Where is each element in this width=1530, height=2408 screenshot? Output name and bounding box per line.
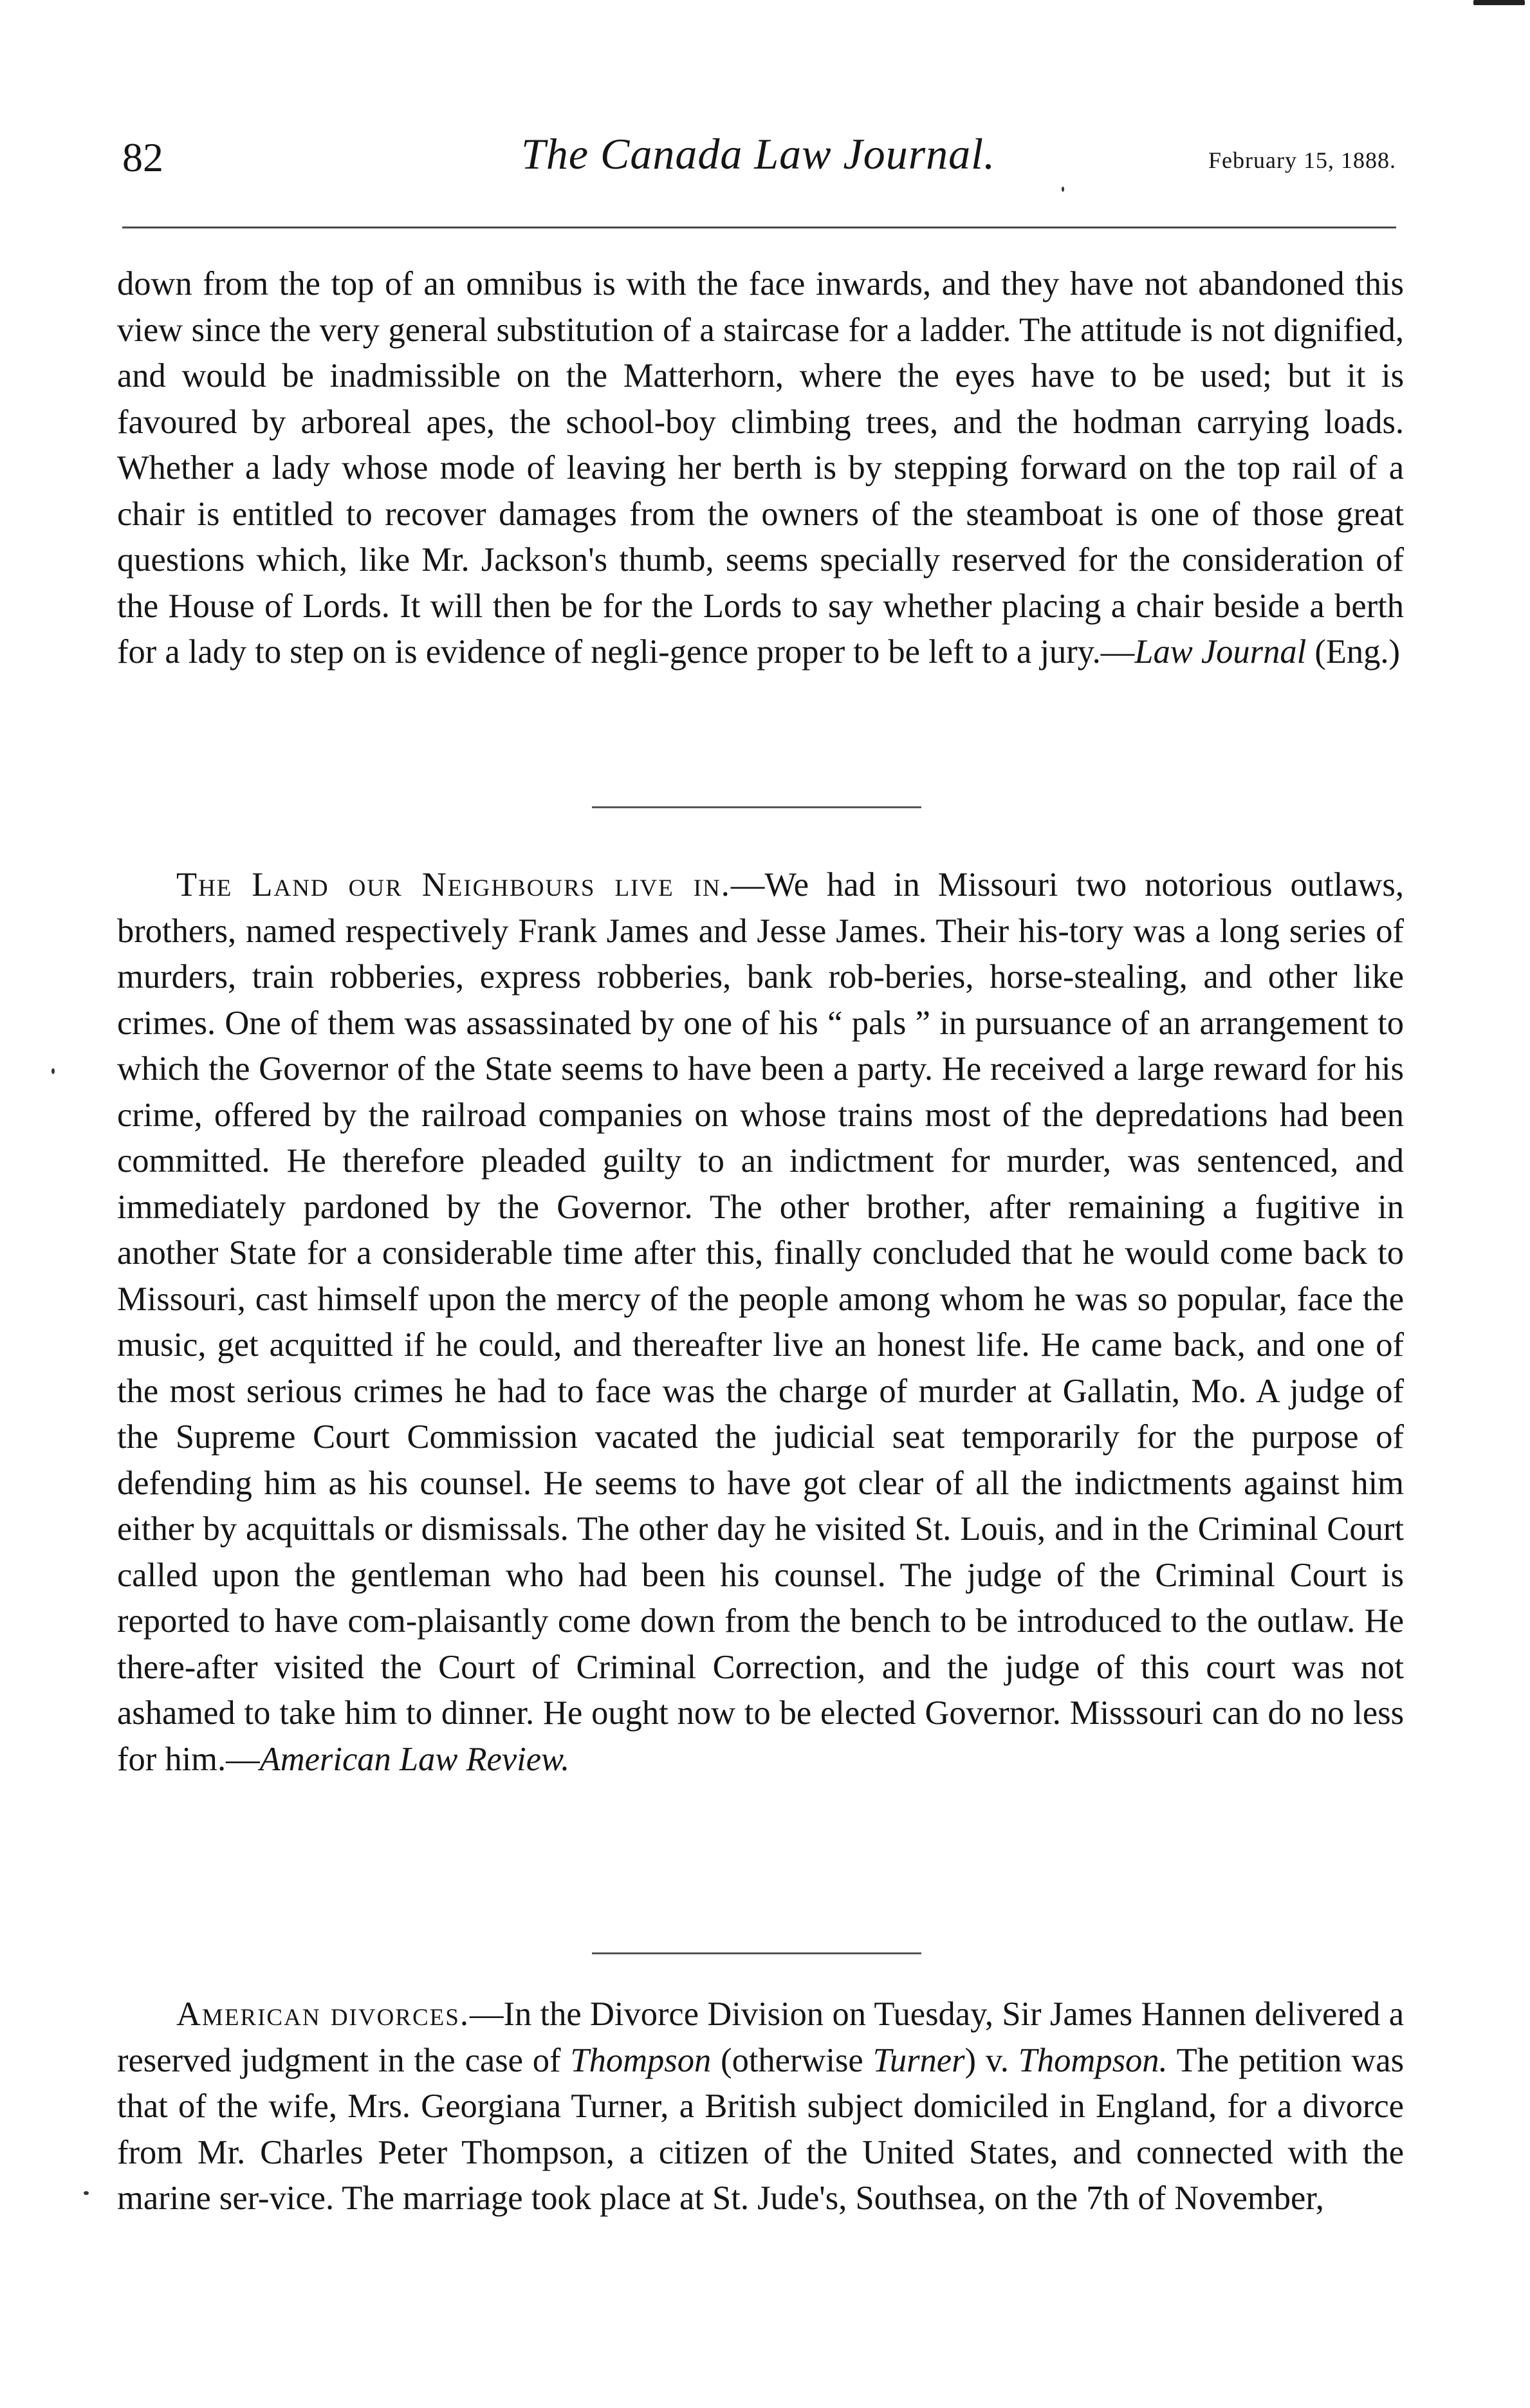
paragraph bbox=[117, 1992, 1404, 2222]
section-divider bbox=[592, 806, 921, 808]
scan-speck bbox=[1062, 187, 1064, 192]
article-american-divorces bbox=[117, 1992, 1404, 2222]
case-name: Thompson. bbox=[1018, 2041, 1168, 2079]
paragraph bbox=[117, 261, 1404, 676]
page-header bbox=[122, 129, 1396, 199]
paragraph-text: The petition was that of the wife, Mrs. Georgiana Turner, a British subject domiciled in England, for a divorce from Mr. Charles Peter Thompson, a citizen of the United States, and connected with the marine ser-vice. The marriage took place at St. Jude's, Southsea, on the 7th of November, bbox=[117, 2041, 1404, 2217]
issue-date: February 15, 1888. bbox=[1208, 147, 1396, 173]
article-heading: The Land our Neighbours live in. bbox=[176, 866, 731, 903]
scan-speck bbox=[84, 2191, 89, 2195]
citation-source: American Law Review. bbox=[259, 1740, 570, 1778]
page-number: 82 bbox=[122, 134, 163, 180]
citation-suffix: (Eng.) bbox=[1306, 633, 1400, 671]
article-omnibus-continuation bbox=[117, 261, 1404, 676]
paragraph-text: ) v. bbox=[964, 2041, 1018, 2079]
paragraph-text: —In the Divorce Division on Tuesday, Sir James Hannen delivered a reserved judgment in the case of bbox=[117, 1996, 1404, 2079]
case-name: Thompson bbox=[570, 2041, 712, 2079]
case-name: Turner bbox=[872, 2041, 965, 2079]
article-land-our-neighbours bbox=[117, 862, 1404, 1783]
section-divider bbox=[592, 1952, 921, 1954]
paragraph-text: —We had in Missouri two notorious outlaws, brothers, named respectively Frank James and Jesse James. Their his-tory was a long series of murders, train robberies, express robberies, bank rob-beries, horse-stealing, and other like crimes. One of them was assassinated by one of his “ pals ” in pursuance of an arrangement to which the Governor of the State seems to have been a party. He received a large reward for his crime, offered by the railroad companies on whose trains most of the depredations had been committed. He therefore pleaded guilty to an indictment for murder, was sentenced, and immediately pardoned by the Governor. The other brother, after remaining a fugitive in another State for a considerable time after this, finally concluded that he would come back to Missouri, cast himself upon the mercy of the people among whom he was so popular, face the music, get acquitted if he could, and thereafter live an honest life. He came back, and one of the most serious crimes he had to face was the charge of murder at Gallatin, Mo. A judge of the Supreme Court Commission vacated the judicial seat temporarily for the purpose of defending him as his counsel. He seems to have got clear of all the indictments against him either by acquittals or dismissals. The other day he visited St. Louis, and in the Criminal Court called upon the gentleman who had been his counsel. The judge of the Criminal Court is reported to have com-plaisantly come down from the bench to be introduced to the outlaw. He there-after visited the Court of Criminal Correction, and the judge of this court was not ashamed to take him to dinner. He ought now to be elected Governor. Misssouri can do no less for him.— bbox=[117, 866, 1404, 1778]
header-rule bbox=[122, 227, 1396, 228]
citation-source: Law Journal bbox=[1134, 633, 1307, 671]
paragraph-text: down from the top of an omnibus is with the face inwards, and they have not abandoned this view since the very general substitution of a staircase for a ladder. The attitude is not dignified, and would be inadmissible on the Matterhorn, where the eyes have to be used; but it is favoured by arboreal apes, the school-boy climbing trees, and the hodman carrying loads. Whether a lady whose mode of leaving her berth is by stepping forward on the top rail of a chair is entitled to recover damages from the owners of the steamboat is one of those great questions which, like Mr. Jackson's thumb, seems specially reserved for the consideration of the House of Lords. It will then be for the Lords to say whether placing a chair beside a berth for a lady to step on is evidence of negli-gence proper to be left to a jury.— bbox=[117, 265, 1404, 671]
scan-speck bbox=[51, 1068, 55, 1074]
paragraph-text: (otherwise bbox=[711, 2041, 873, 2079]
paragraph bbox=[117, 862, 1404, 1783]
journal-title: The Canada Law Journal. bbox=[521, 129, 996, 178]
article-heading: American divorces. bbox=[176, 1996, 470, 2033]
scan-speck bbox=[1473, 0, 1525, 5]
